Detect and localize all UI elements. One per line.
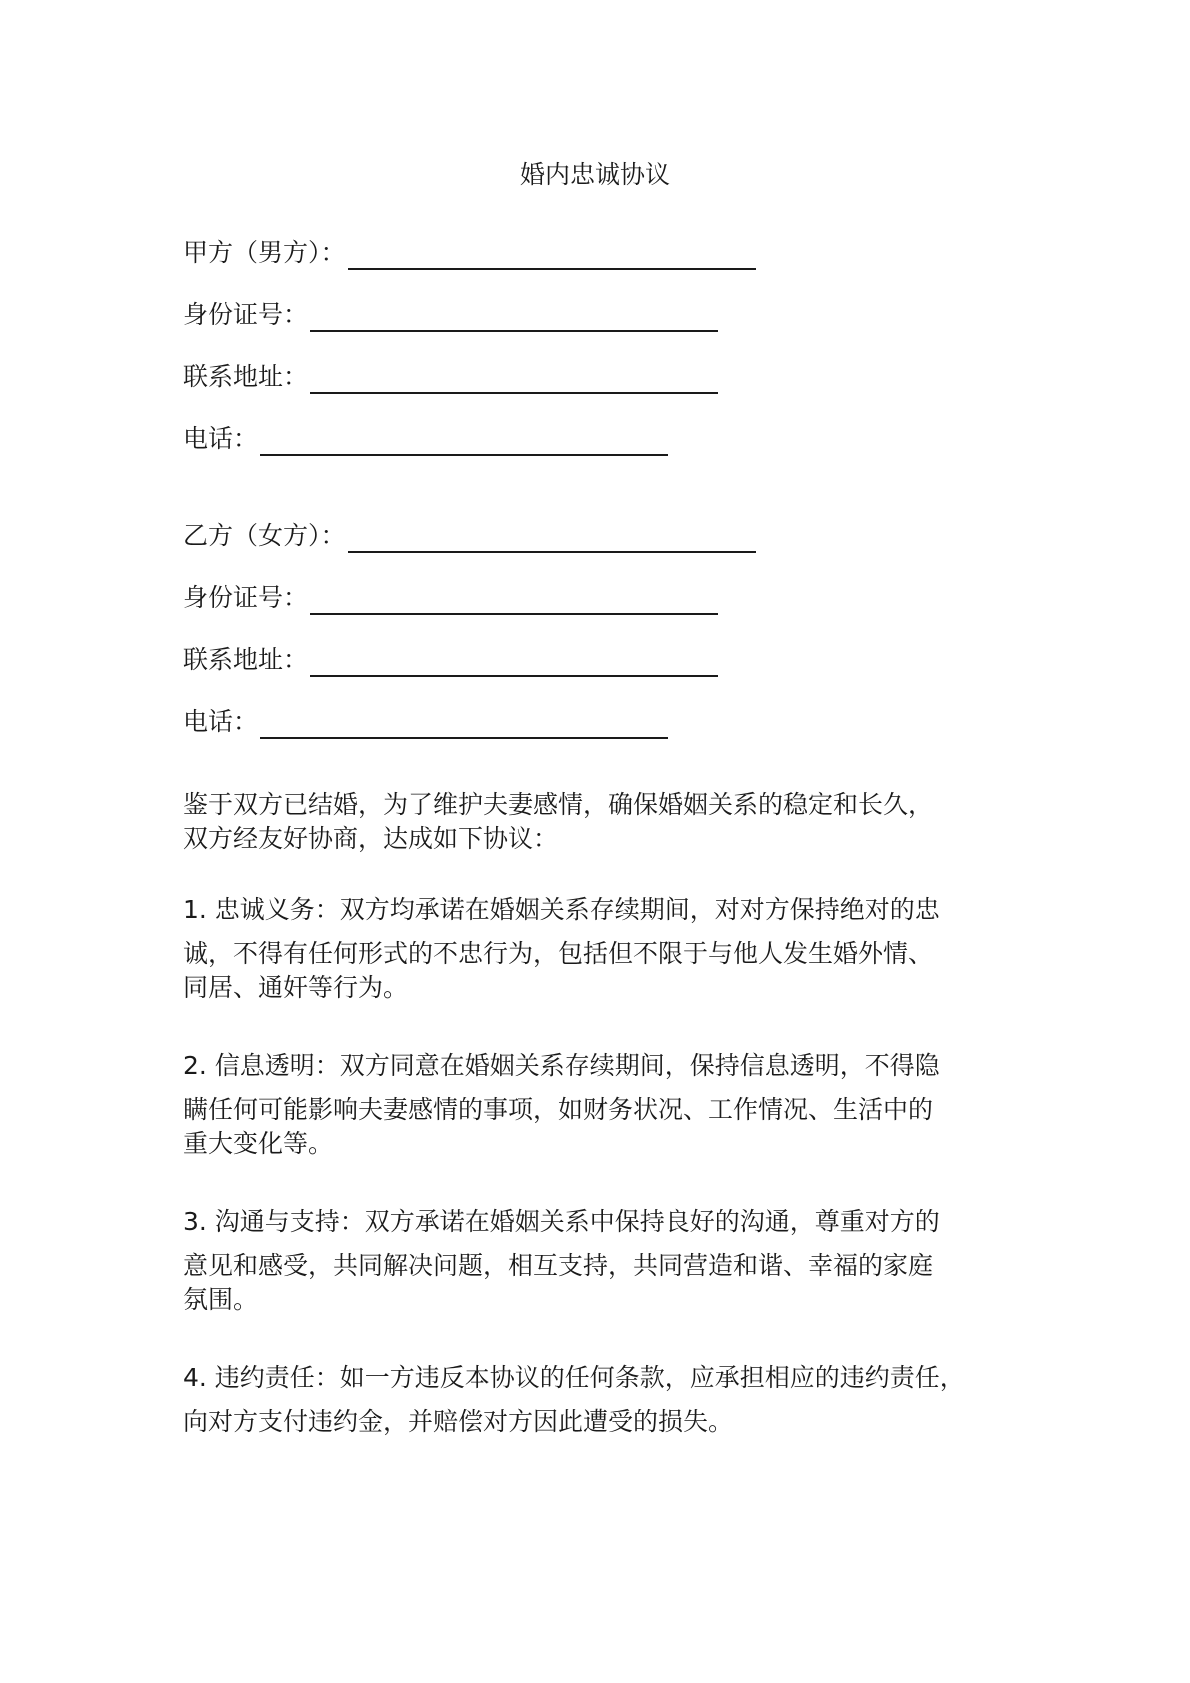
party-b-address-blank[interactable] [310,645,718,677]
clause-line: 意见和感受，共同解决问题，相互支持，共同营造和谐、幸福的家庭 [183,1251,934,1280]
clause-line: 重大变化等。 [183,1129,334,1158]
clause-number: 1. [183,895,207,924]
clause-line: 瞒任何可能影响夫妻感情的事项，如财务状况、工作情况、生活中的 [183,1095,934,1124]
clause-2 [183,1049,1023,1161]
party-a-address-blank[interactable] [310,362,718,394]
party-a-name-blank[interactable] [348,238,756,270]
preamble-line: 鉴于双方已结婚，为了维护夫妻感情，确保婚姻关系的稳定和长久， [183,790,934,819]
party-b-name-label: 乙方（女方）： [183,521,346,550]
clause-line [183,893,1023,927]
clause-number: 4. [183,1363,207,1392]
clause-text: 忠诚义务：双方均承诺在婚姻关系存续期间，对对方保持绝对的忠 [206,895,940,924]
clause-text: 信息透明：双方同意在婚姻关系存续期间，保持信息透明，不得隐 [206,1051,940,1080]
clause-4 [183,1361,1023,1439]
preamble-paragraph [183,788,1023,856]
clause-1 [183,893,1023,1005]
preamble-line: 双方经友好协商，达成如下协议： [183,824,559,853]
party-b-phone-blank[interactable] [260,707,668,739]
clause-text: 沟通与支持：双方承诺在婚姻关系中保持良好的沟通，尊重对方的 [206,1207,940,1236]
clause-line: 同居、通奸等行为。 [183,973,409,1002]
clause-text: 违约责任：如一方违反本协议的任何条款，应承担相应的违约责任， [206,1363,965,1392]
party-b-name-field [183,517,756,553]
party-a-phone-field [183,420,668,456]
clause-line [183,1205,1023,1239]
party-a-phone-blank[interactable] [260,424,668,456]
party-b-id-label: 身份证号： [183,583,309,612]
clause-3 [183,1205,1023,1317]
clause-line: 向对方支付违约金，并赔偿对方因此遭受的损失。 [183,1407,734,1436]
party-b-phone-label: 电话： [183,707,259,736]
party-a-address-label: 联系地址： [183,362,309,391]
clause-number: 3. [183,1207,207,1236]
clause-line: 氛围。 [183,1285,259,1314]
document-title: 婚内忠诚协议 [519,160,670,189]
party-b-id-blank[interactable] [310,583,718,615]
party-b-address-field [183,641,718,677]
clause-line: 诚，不得有任何形式的不忠行为，包括但不限于与他人发生婚外情、 [183,939,934,968]
party-a-phone-label: 电话： [183,424,259,453]
party-a-address-field [183,358,718,394]
party-b-name-blank[interactable] [348,521,756,553]
clause-line [183,1361,1023,1395]
party-a-id-field [183,296,718,332]
party-b-phone-field [183,703,668,739]
party-a-name-label: 甲方（男方）： [183,238,346,267]
party-a-id-blank[interactable] [310,300,718,332]
clause-number: 2. [183,1051,207,1080]
party-b-address-label: 联系地址： [183,645,309,674]
party-a-name-field [183,234,756,270]
party-a-id-label: 身份证号： [183,300,309,329]
clause-line [183,1049,1023,1083]
party-b-id-field [183,579,718,615]
